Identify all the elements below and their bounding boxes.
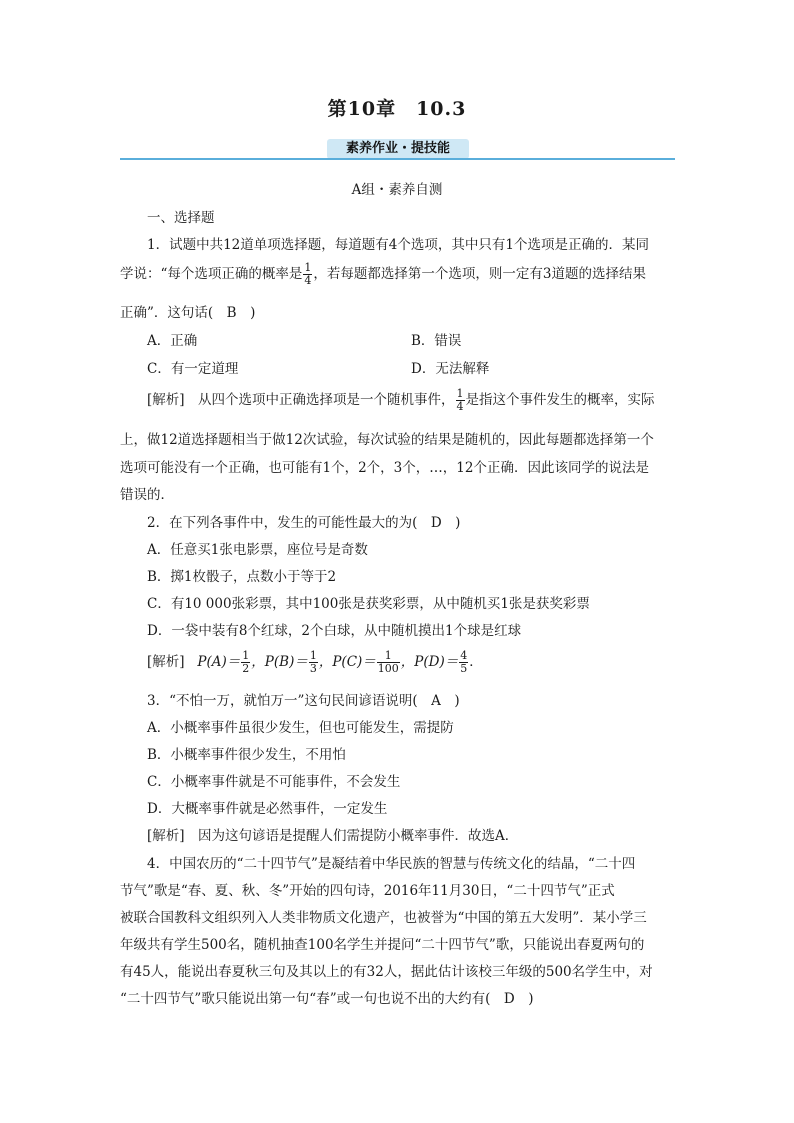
q1-solution-line-3: 选项可能没有一个正确，也可能有1个，2个，3个，…，12个正确．因此该同学的说法是 xyxy=(120,460,649,476)
q2-sol-label: [解析] xyxy=(147,654,185,670)
q3-stem: 3．“不怕一万，就怕万一”这句民间谚语说明( A ) xyxy=(147,693,460,709)
q2-pd-den: 5 xyxy=(460,662,468,675)
q1-line-2a: 学说：“每个选项正确的概率是 xyxy=(120,266,303,282)
q1-option-d: D．无法解释 xyxy=(411,361,490,377)
q2-pd-fraction xyxy=(459,650,468,675)
q2-pc-den: 100 xyxy=(377,662,399,675)
q2-option-d: D．一袋中装有8个红球，2个白球，从中随机摸出1个球是红球 xyxy=(147,623,522,639)
q1-sol-fraction xyxy=(456,388,465,413)
q4-line-4: 年级共有学生500名，随机抽查100名学生并提问“二十四节气”歌，只能说出春夏两句的 xyxy=(120,937,645,953)
q1-line-1: 1．试题中共12道单项选择题，每道题有4个选项，其中只有1个选项是正确的．某同 xyxy=(147,237,649,253)
group-heading: A组・素养自测 xyxy=(351,182,443,198)
q1-solution-line-4: 错误的． xyxy=(120,487,174,503)
q1-frac-num: 1 xyxy=(304,261,312,274)
q3-option-c: C．小概率事件就是不可能事件，不会发生 xyxy=(147,774,401,790)
q1-sol-1a: [解析] 从四个选项中正确选择项是一个随机事件， xyxy=(147,392,455,408)
q2-option-c: C．有10 000张彩票，其中100张是获奖彩票，从中随机买1张是获奖彩票 xyxy=(147,596,590,612)
q1-line-2 xyxy=(120,262,646,287)
q2-end: ． xyxy=(469,654,483,670)
q2-option-b: B．掷1枚骰子，点数小于等于2 xyxy=(147,569,337,585)
q1-sol-frac-den: 4 xyxy=(456,400,464,413)
q2-option-a: A．任意买1张电影票，座位号是奇数 xyxy=(147,542,368,558)
q4-line-6: “二十四节气”歌只能说出第一句“春”或一句也说不出的大约有( D ) xyxy=(120,991,534,1007)
q2-pb-fraction xyxy=(309,650,318,675)
q1-solution-line-1 xyxy=(147,388,655,413)
q1-option-c: C．有一定道理 xyxy=(147,361,239,377)
q1-fraction xyxy=(303,262,312,287)
q1-frac-den: 4 xyxy=(304,274,312,287)
section-heading: 一、选择题 xyxy=(147,210,215,226)
q4-line-2: 节气”歌是“春、夏、秋、冬”开始的四句诗，2016年11月30日，“二十四节气”正式 xyxy=(120,883,615,899)
q4-line-3: 被联合国教科文组织列入人类非物质文化遗产，也被誉为“中国的第五大发明”．某小学三 xyxy=(120,910,647,926)
q2-pb-num: 1 xyxy=(309,649,317,662)
q2-pc-fraction xyxy=(377,650,400,675)
q2-pa-fraction xyxy=(241,650,250,675)
q1-option-a: A．正确 xyxy=(147,333,198,349)
q1-sol-1b: 是指这个事件发生的概率，实际 xyxy=(465,392,655,408)
q4-line-1: 4．中国农历的“二十四节气”是凝结着中华民族的智慧与传统文化的结晶，“二十四 xyxy=(147,856,636,872)
q2-pb: ，P(B)＝ xyxy=(251,654,308,670)
q1-solution-line-2: 上，做12道选择题相当于做12次试验，每次试验的结果是随机的，因此每题都选择第一个 xyxy=(120,432,654,448)
q2-pd: ，P(D)＝ xyxy=(400,654,459,670)
q4-line-5: 有45人，能说出春夏秋三句及其以上的有32人，据此估计该校三年级的500名学生中，对 xyxy=(120,964,653,980)
header-rule xyxy=(120,158,675,160)
q1-line-3: 正确”．这句话( B ) xyxy=(120,305,256,321)
q1-option-b: B．错误 xyxy=(411,333,462,349)
q1-sol-frac-num: 1 xyxy=(456,387,464,400)
q2-pa-num: 1 xyxy=(242,649,250,662)
q3-option-d: D．大概率事件就是必然事件，一定发生 xyxy=(147,801,388,817)
q2-pc-num: 1 xyxy=(377,650,400,663)
q3-option-b: B．小概率事件很少发生，不用怕 xyxy=(147,747,346,763)
section-banner: 素养作业・提技能 xyxy=(327,139,469,159)
q2-solution xyxy=(147,650,483,675)
page-title: 第10章 10.3 xyxy=(327,98,467,120)
q2-pa-den: 2 xyxy=(242,662,250,675)
q2-pa: P(A)＝ xyxy=(197,654,241,670)
q2-stem: 2．在下列各事件中，发生的可能性最大的为( D ) xyxy=(147,515,461,531)
q3-solution: [解析] 因为这句谚语是提醒人们需提防小概率事件．故选A． xyxy=(147,828,519,844)
q2-pb-den: 3 xyxy=(309,662,317,675)
q2-pc: ，P(C)＝ xyxy=(318,654,376,670)
q3-option-a: A．小概率事件虽很少发生，但也可能发生，需提防 xyxy=(147,720,454,736)
q1-line-2b: ，若每题都选择第一个选项，则一定有3道题的选择结果 xyxy=(313,266,646,282)
q2-pd-num: 4 xyxy=(460,649,468,662)
